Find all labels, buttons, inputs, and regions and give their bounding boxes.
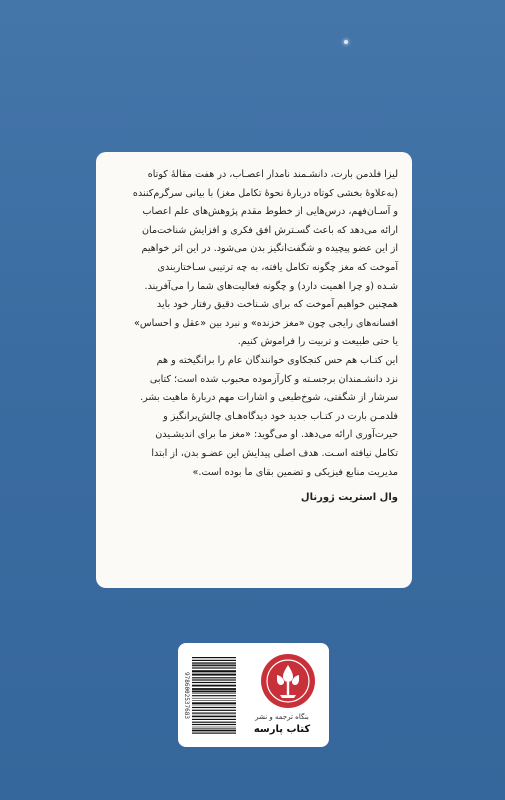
- publisher-logo-icon: [260, 653, 316, 709]
- barcode-bar: [192, 685, 236, 687]
- barcode-bar: [192, 698, 236, 699]
- isbn-number: 9786002537683: [183, 671, 190, 719]
- barcode-bar: [192, 667, 236, 668]
- barcode-bar: [192, 733, 236, 734]
- barcode-bar: [192, 727, 236, 728]
- publisher-name: کتاب پارسه: [253, 724, 311, 735]
- barcode-bar: [192, 716, 236, 717]
- blurb-text: لیزا فلدمن بارت، دانشـمند نامدار اعصـاب، در هفت مقالهٔ کوتاه (به‌علاوهٔ بخشی کوتاه دربارهٔ نحوهٔ تکامل مغز) با بیانی سرگرم‌کننده و آسـان‌فهم، درس‌هایی از خطوط مقدم پژوهش‌های علم اعصاب ارائه می‌دهد که باعث گسـترش افق فکری و افزایش شناخت‌مان از این عضو پیچیده و شگفت‌انگیز بدن می‌شود. در این اثر خواهیم آموخت که مغز چگونه تکامل یافته، به چه ترتیبی سـاختاربندی شـده (و چرا اهمیت دارد) و چگونه فعالیت‌های شما را می‌آفریند. همچنین خواهیم آموخت که برای شـناخت دقیق رفتار خود باید افسانه‌های رایجی چون «مغز خزنده» و نبرد بین «عقل و احساس» یا حتی طبیعت و تربیت را فراموش کنیم. این کتـاب هم حس کنجکاوی خوانندگان عام را برانگیخته و هم نزد دانشـمندان برجسـته و کارآزموده محبوب شده است؛ کتابی سرشار از شگفتی، شوخ‌طبعی و اشارات مهم دربارهٔ ماهیت بشر. فلدمـن بارت در کتـاب جدید خود دیدگاه‌هـای چالش‌برانگیز و حیرت‌آوری ارائه می‌دهد. او می‌گوید: «مغز ما برای اندیشـیدن تکامل نیافته اسـت. هدف اصلی پیدایش این عضـو بدن، از ابتدا مدیریت منابع فیزیکی و تضمین بقای ما بوده است.»: [132, 169, 398, 478]
- barcode-bar: [192, 724, 236, 725]
- barcode-bar: [192, 679, 236, 680]
- barcode-bar: [192, 665, 236, 666]
- barcode-bar: [192, 700, 236, 701]
- sparkle-decoration: [344, 40, 348, 44]
- barcode-card: [178, 643, 329, 747]
- barcode-bar: [192, 710, 236, 711]
- barcode-bar: [192, 695, 236, 696]
- barcode-bar: [192, 705, 236, 706]
- quote-source: وال استریت ژورنال: [300, 492, 398, 504]
- blurb-panel: [96, 152, 412, 588]
- barcode-bar: [192, 702, 236, 704]
- barcode-bar: [192, 693, 236, 694]
- barcode-bar: [192, 691, 236, 693]
- barcode-bar: [192, 688, 236, 690]
- barcode-bar: [192, 657, 236, 658]
- barcode-bar: [192, 662, 236, 663]
- barcode-bar: [192, 663, 236, 664]
- barcode-bar: [192, 715, 236, 716]
- barcode-bar: [192, 670, 236, 672]
- barcode-bar: [192, 673, 236, 674]
- publisher-tagline: بنگاه ترجمه و نشر: [255, 713, 309, 721]
- barcode-bar: [192, 674, 236, 676]
- barcode-bar: [192, 719, 236, 720]
- barcode-bar: [192, 680, 236, 681]
- barcode-bar: [192, 722, 236, 723]
- barcode: [192, 655, 236, 735]
- barcode-bar: [192, 728, 236, 729]
- barcode-bar: [192, 660, 236, 661]
- barcode-bar: [192, 713, 236, 714]
- barcode-bar: [192, 730, 236, 732]
- barcode-bar: [192, 707, 236, 708]
- barcode-bar: [192, 682, 236, 683]
- barcode-bar: [192, 677, 236, 678]
